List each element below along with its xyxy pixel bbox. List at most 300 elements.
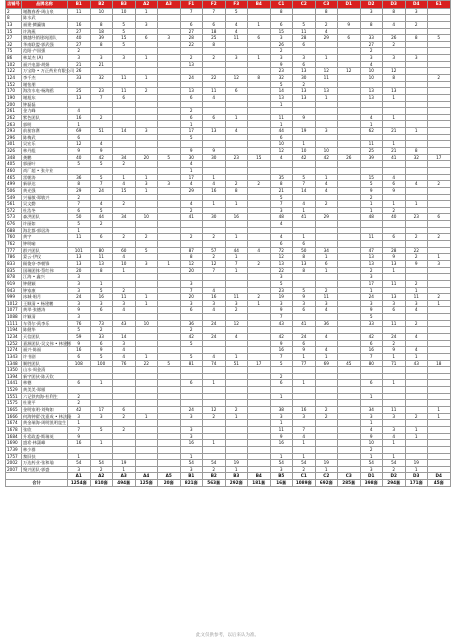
count-cell: 13 <box>383 260 406 267</box>
count-cell: 6 <box>180 21 203 28</box>
count-cell <box>428 347 451 354</box>
table-row <box>6 300 451 307</box>
count-cell: 2 <box>428 75 451 82</box>
count-cell <box>405 121 428 128</box>
count-cell: 5 <box>293 287 316 294</box>
count-cell: 43 <box>270 320 293 327</box>
count-cell: 13 <box>180 88 203 95</box>
table-row <box>6 307 451 314</box>
count-cell: 34 <box>315 247 338 254</box>
count-cell <box>293 314 316 321</box>
table-row <box>6 353 451 360</box>
count-cell <box>113 207 136 214</box>
count-cell: 2 <box>135 234 158 241</box>
brand-name-cell: 聚兴团队·郭盛 <box>22 466 68 473</box>
count-cell: 2 <box>113 161 136 168</box>
count-cell: 24 <box>293 333 316 340</box>
brand-name-cell: 顾俊奈·李朝锋 <box>22 260 68 267</box>
count-cell <box>158 347 181 354</box>
count-cell: 1 <box>293 353 316 360</box>
count-cell: 1 <box>360 453 383 460</box>
count-cell: 42 <box>293 154 316 161</box>
count-cell <box>68 387 91 394</box>
brand-name-cell: 国瑞团体·蔡红伟 <box>22 267 68 274</box>
count-cell: 2 <box>90 327 113 334</box>
footer-total-cell: 692套 <box>315 480 338 487</box>
count-cell: 2 <box>248 181 271 188</box>
count-cell: 22 <box>203 75 226 82</box>
count-cell: 2 <box>68 393 91 400</box>
count-cell: 50 <box>293 247 316 254</box>
count-cell <box>315 387 338 394</box>
table-row <box>6 254 451 261</box>
count-cell: 2 <box>90 114 113 121</box>
count-cell: 4 <box>180 201 203 208</box>
count-cell: 8 <box>293 254 316 261</box>
count-cell: 33 <box>360 320 383 327</box>
count-cell <box>383 241 406 248</box>
table-row <box>6 75 451 82</box>
footer-total-cell: 20套 <box>158 480 181 487</box>
count-cell <box>338 314 361 321</box>
count-cell: 3 <box>135 260 158 267</box>
count-cell <box>158 8 181 15</box>
count-cell <box>113 108 136 115</box>
count-cell: 3 <box>405 8 428 15</box>
count-cell <box>158 393 181 400</box>
count-cell: 32 <box>405 154 428 161</box>
count-cell: 6 <box>360 340 383 347</box>
count-cell <box>248 234 271 241</box>
footer-code-cell: B3 <box>225 473 248 480</box>
count-cell <box>428 108 451 115</box>
count-cell: 2 <box>180 55 203 62</box>
count-cell: 2 <box>360 194 383 201</box>
count-cell <box>405 446 428 453</box>
count-cell: 1 <box>113 174 136 181</box>
count-cell: 15 <box>360 174 383 181</box>
count-cell: 16 <box>68 21 91 28</box>
count-cell: 1 <box>405 433 428 440</box>
count-cell <box>248 161 271 168</box>
count-cell <box>158 128 181 135</box>
count-cell <box>405 68 428 75</box>
count-cell <box>405 15 428 22</box>
count-cell <box>428 393 451 400</box>
table-footer <box>6 473 451 486</box>
count-cell <box>338 420 361 427</box>
count-cell <box>158 280 181 287</box>
count-cell: 1 <box>135 174 158 181</box>
count-cell: 17 <box>180 174 203 181</box>
count-cell <box>315 134 338 141</box>
count-cell <box>338 75 361 82</box>
count-cell: 2 <box>180 108 203 115</box>
count-cell: 1 <box>135 300 158 307</box>
count-cell <box>428 426 451 433</box>
count-cell <box>315 327 338 334</box>
count-cell: 54 <box>383 460 406 467</box>
count-cell: 12 <box>383 68 406 75</box>
footer-total-cell: 821套 <box>180 480 203 487</box>
count-cell: 1 <box>383 453 406 460</box>
count-cell <box>338 320 361 327</box>
count-cell <box>428 446 451 453</box>
count-cell: 5 <box>180 340 203 347</box>
count-cell <box>360 221 383 228</box>
count-cell: 5 <box>270 194 293 201</box>
count-cell <box>203 167 226 174</box>
count-cell: 2 <box>113 201 136 208</box>
count-cell: 2 <box>225 181 248 188</box>
count-cell <box>225 373 248 380</box>
table-row <box>6 181 451 188</box>
count-cell <box>293 387 316 394</box>
count-cell: 1 <box>68 227 91 234</box>
count-cell: 5 <box>68 161 91 168</box>
count-cell <box>180 274 203 281</box>
count-cell: 4 <box>293 201 316 208</box>
count-cell: 20 <box>68 267 91 274</box>
brand-name-cell: 许海燕 <box>22 28 68 35</box>
brand-name-cell: 蒙云·伊仪 <box>22 254 68 261</box>
count-cell: 47 <box>360 247 383 254</box>
count-cell: 4 <box>383 21 406 28</box>
table-row <box>6 94 451 101</box>
count-cell <box>428 167 451 174</box>
count-cell: 2 <box>293 466 316 473</box>
count-cell <box>113 453 136 460</box>
column-header: A2 <box>135 1 158 9</box>
count-cell: 12 <box>315 68 338 75</box>
count-cell <box>360 108 383 115</box>
count-cell <box>315 373 338 380</box>
count-cell: 3 <box>428 260 451 267</box>
count-cell <box>315 15 338 22</box>
table-row <box>6 327 451 334</box>
count-cell: 3 <box>383 300 406 307</box>
count-cell: 17 <box>180 128 203 135</box>
brand-name-cell: 万宝路 • 万正药业有限公司 <box>23 68 75 74</box>
count-cell: 2 <box>113 426 136 433</box>
footer-total-cell: 292套 <box>225 480 248 487</box>
count-cell <box>158 141 181 148</box>
brand-name-cell: 黄光强 <box>22 187 68 194</box>
count-cell <box>158 75 181 82</box>
column-header: E1 <box>428 1 451 9</box>
brand-name-cell: 山水·周金清 <box>22 367 68 374</box>
count-cell <box>405 387 428 394</box>
count-cell <box>225 94 248 101</box>
count-cell <box>270 161 293 168</box>
table-row <box>6 61 451 68</box>
table-row <box>6 114 451 121</box>
count-cell: 25 <box>203 35 226 42</box>
count-cell <box>180 227 203 234</box>
count-cell: 7 <box>90 94 113 101</box>
count-cell <box>428 380 451 387</box>
count-cell <box>225 108 248 115</box>
count-cell <box>293 227 316 234</box>
count-cell: 6 <box>248 35 271 42</box>
count-cell: 59 <box>68 333 91 340</box>
count-cell <box>270 108 293 115</box>
count-cell: 80 <box>90 247 113 254</box>
count-cell: 13 <box>180 61 203 68</box>
count-cell: 2 <box>270 48 293 55</box>
column-header: D3 <box>383 1 406 9</box>
count-cell: 2 <box>405 280 428 287</box>
count-cell <box>428 187 451 194</box>
count-cell: 1 <box>293 440 316 447</box>
count-cell <box>405 41 428 48</box>
count-cell: 3 <box>180 426 203 433</box>
count-cell: 1 <box>203 440 226 447</box>
count-cell <box>338 254 361 261</box>
brand-name-cell: 江海 • 鑫兴 <box>22 274 68 281</box>
count-cell: 3 <box>68 413 91 420</box>
count-cell <box>90 387 113 394</box>
count-cell <box>338 367 361 374</box>
brand-name-cell: 金明家明·刘殉如 <box>22 407 68 414</box>
count-cell: 6 <box>270 241 293 248</box>
table-row <box>6 221 451 228</box>
count-cell: 1 <box>68 420 91 427</box>
count-cell <box>383 161 406 168</box>
count-cell <box>158 373 181 380</box>
count-cell <box>338 294 361 301</box>
store-id-cell: 1575 <box>6 400 22 407</box>
count-cell <box>293 446 316 453</box>
brand-name-cell: 黄宇 <box>22 234 68 241</box>
count-cell <box>405 227 428 234</box>
count-cell: 4 <box>405 307 428 314</box>
count-cell: 4 <box>113 307 136 314</box>
store-id-cell: 460 <box>6 167 22 174</box>
count-cell <box>158 28 181 35</box>
count-cell <box>225 340 248 347</box>
count-cell: 2 <box>203 254 226 261</box>
brand-name-cell: 龚鹏 <box>22 154 68 161</box>
count-cell: 3 <box>270 207 293 214</box>
count-cell: 3 <box>180 413 203 420</box>
count-cell <box>338 187 361 194</box>
count-cell <box>383 227 406 234</box>
count-cell <box>135 314 158 321</box>
count-cell <box>428 41 451 48</box>
count-cell <box>428 327 451 334</box>
count-cell: 1 <box>180 121 203 128</box>
count-cell: 5 <box>360 314 383 321</box>
count-cell: 17 <box>360 280 383 287</box>
count-cell <box>428 433 451 440</box>
count-cell: 32 <box>270 75 293 82</box>
count-cell: 3 <box>135 21 158 28</box>
store-id-cell: 2007 <box>6 466 22 473</box>
count-cell <box>225 393 248 400</box>
count-cell: 6 <box>68 380 91 387</box>
count-cell: 3 <box>180 466 203 473</box>
count-cell: 13 <box>293 94 316 101</box>
count-cell <box>135 453 158 460</box>
count-cell: 34 <box>360 407 383 414</box>
count-cell: 1 <box>248 55 271 62</box>
count-cell: 8 <box>90 267 113 274</box>
count-cell: 29 <box>315 214 338 221</box>
count-cell <box>248 420 271 427</box>
count-cell <box>360 101 383 108</box>
count-cell: 1 <box>293 453 316 460</box>
count-cell <box>315 194 338 201</box>
count-cell: 3 <box>270 35 293 42</box>
table-row <box>6 48 451 55</box>
count-cell: 13 <box>293 88 316 95</box>
count-cell <box>135 327 158 334</box>
count-cell: 1 <box>315 267 338 274</box>
count-cell <box>203 121 226 128</box>
count-cell <box>338 373 361 380</box>
count-cell <box>203 340 226 347</box>
count-cell: 17 <box>90 407 113 414</box>
count-cell <box>428 440 451 447</box>
count-cell <box>180 221 203 228</box>
count-cell <box>158 307 181 314</box>
count-cell <box>338 234 361 241</box>
count-cell: 8 <box>248 75 271 82</box>
count-cell: 1 <box>360 393 383 400</box>
count-cell: 16 <box>68 114 91 121</box>
brand-name-cell: 林某杰 (A) <box>22 55 68 62</box>
count-cell <box>68 81 91 88</box>
count-cell <box>338 340 361 347</box>
count-cell: 8 <box>225 187 248 194</box>
count-cell: 101 <box>68 247 91 254</box>
table-row <box>6 227 451 234</box>
count-cell: 2 <box>405 21 428 28</box>
count-cell <box>315 161 338 168</box>
count-cell <box>68 367 91 374</box>
count-cell: 26 <box>338 154 361 161</box>
count-cell <box>270 400 293 407</box>
count-cell <box>180 420 203 427</box>
count-cell <box>383 48 406 55</box>
count-cell: 2 <box>248 260 271 267</box>
count-cell <box>180 347 203 354</box>
store-id-cell: 152 <box>6 81 22 88</box>
count-cell <box>405 167 428 174</box>
count-cell: 69 <box>315 360 338 367</box>
count-cell <box>360 134 383 141</box>
count-cell <box>158 274 181 281</box>
count-cell <box>248 453 271 460</box>
count-cell <box>270 387 293 394</box>
count-cell <box>315 114 338 121</box>
count-cell <box>338 41 361 48</box>
count-cell <box>180 314 203 321</box>
count-cell: 3 <box>180 280 203 287</box>
count-cell <box>248 373 271 380</box>
table-row <box>6 373 451 380</box>
footer-total-cell: 398套 <box>360 480 383 487</box>
count-cell <box>248 367 271 374</box>
count-cell: 7 <box>293 426 316 433</box>
count-cell <box>203 101 226 108</box>
count-cell <box>225 101 248 108</box>
count-cell <box>248 446 271 453</box>
count-cell: 9 <box>293 294 316 301</box>
table-row <box>6 340 451 347</box>
column-header: C2 <box>293 1 316 9</box>
count-cell <box>225 446 248 453</box>
count-cell: 33 <box>90 333 113 340</box>
count-cell <box>248 380 271 387</box>
count-cell: 2 <box>270 373 293 380</box>
count-cell: 7 <box>360 353 383 360</box>
store-id-cell: 200 <box>6 101 22 108</box>
store-id-cell: 1665 <box>6 407 22 414</box>
count-cell: 2 <box>225 407 248 414</box>
count-cell: 21 <box>270 187 293 194</box>
count-cell <box>113 81 136 88</box>
count-cell <box>180 241 203 248</box>
count-cell: 9 <box>270 433 293 440</box>
store-id-cell: 1234 <box>6 333 22 340</box>
count-cell <box>383 314 406 321</box>
footer-total-cell: 1089套 <box>293 480 316 487</box>
count-cell: 51 <box>225 360 248 367</box>
count-cell: 13 <box>270 260 293 267</box>
count-cell <box>338 393 361 400</box>
count-cell <box>405 367 428 374</box>
count-cell: 3 <box>270 300 293 307</box>
count-cell <box>338 333 361 340</box>
table-row <box>6 21 451 28</box>
count-cell <box>90 134 113 141</box>
count-cell: 19 <box>315 460 338 467</box>
count-cell <box>248 407 271 414</box>
count-cell: 2 <box>360 267 383 274</box>
count-cell: 77 <box>293 360 316 367</box>
count-cell: 41 <box>293 214 316 221</box>
count-cell: 25 <box>360 148 383 155</box>
count-cell <box>158 55 181 62</box>
footer-code-cell: B5 <box>270 473 293 480</box>
count-cell: 4 <box>315 187 338 194</box>
count-cell <box>90 274 113 281</box>
count-cell <box>225 426 248 433</box>
count-cell <box>315 453 338 460</box>
count-cell <box>248 68 271 75</box>
count-cell <box>90 241 113 248</box>
count-cell <box>405 440 428 447</box>
table-row <box>6 466 451 473</box>
count-cell: 39 <box>90 35 113 42</box>
count-cell: 2 <box>315 201 338 208</box>
count-cell <box>360 161 383 168</box>
table-row <box>6 267 451 274</box>
count-cell: 10 <box>90 8 113 15</box>
count-cell <box>158 101 181 108</box>
count-cell: 3 <box>270 55 293 62</box>
footer-code-cell: C2 <box>315 473 338 480</box>
count-cell: 60 <box>113 247 136 254</box>
count-cell: 6 <box>180 94 203 101</box>
count-cell <box>383 134 406 141</box>
count-cell: 8 <box>293 267 316 274</box>
count-cell <box>428 121 451 128</box>
count-cell <box>248 41 271 48</box>
brand-name-cell: 郭明 <box>22 121 68 128</box>
